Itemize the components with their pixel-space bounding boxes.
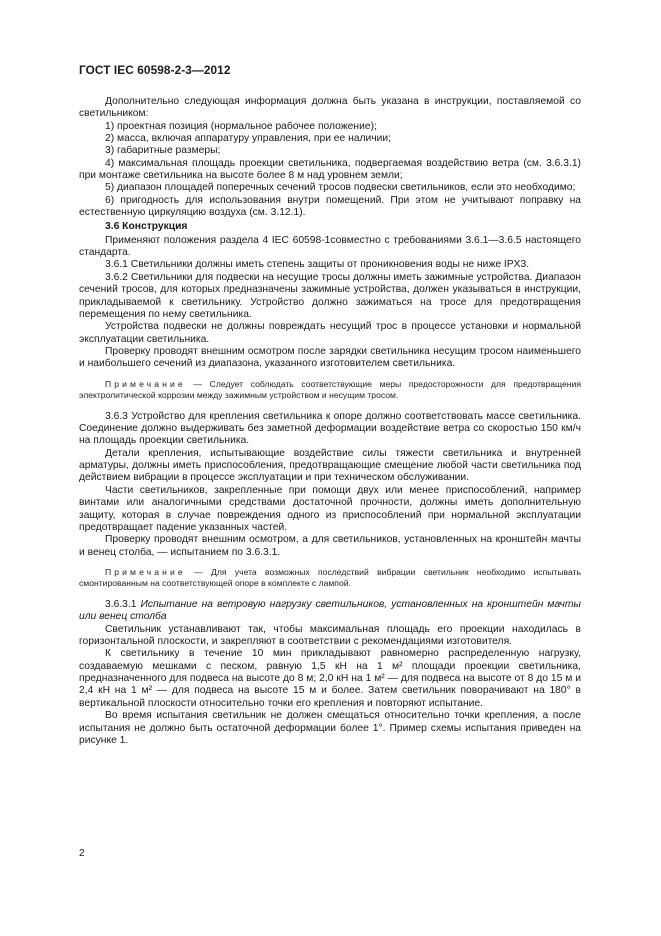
paragraph: Проверку проводят внешним осмотром после зарядки светильника несущим тросом наименьшего и наибольшего сечений из диапазона, указанного изготовителем светильника.: [79, 345, 581, 370]
paragraph: Применяют положения раздела 4 IEC 60598-1совместно с требованиями 3.6.1—3.6.5 настоящего стандарта.: [79, 234, 581, 259]
note: [79, 379, 581, 402]
paragraph: 3.6.1 Светильники должны иметь степень защиты от проникновения воды не ниже IPX3.: [105, 259, 530, 271]
note-text: — Для учета возможных последствий вибрации светильник необходимо испытывать смонтированным на соответствующей опоре в комплекте с лампой.: [79, 566, 581, 589]
list-item: 4) максимальная площадь проекции светильника, подвергаемая воздействию ветра (см. 3.6.3.1) при монтаже светильника на высоте более 8 м над уровнем земли;: [79, 157, 581, 182]
list-item: 3) габаритные размеры;: [105, 145, 221, 157]
paragraph: Светильник устанавливают так, чтобы максимальная площадь его проекции находилась в горизонтальной плоскости, и закрепляют в соответствии с рекомендациями изготовителя.: [79, 623, 581, 648]
paragraph: Части светильников, закрепленные при помощи двух или менее приспособлений, например винтами или аналогичными средствами достаточной прочности, должны иметь дополнительную защиту, которая в случае повреждения одного из приспособлений при нормальной эксплуатации предотвращает падение указанных частей.: [79, 484, 581, 533]
document-body: [79, 96, 581, 747]
paragraph: Устройства подвески не должны повреждать несущий трос в процессе установки и нормальной эксплуатации светильника.: [79, 321, 581, 345]
paragraph: Во время испытания светильник не должен смещаться относительно точки крепления, а после испытания не должно быть остаточной деформации более 1°. Пример схемы испытания приведен на рисунке 1.: [79, 710, 581, 746]
paragraph: К светильнику в течение 10 мин прикладывают равномерно распределенную нагрузку, создаваемую мешками с песком, равную 1,5 кН на 1 м² площади проекции светильника, предназначенного для подвеса на высоте до 8 м; 2,0 кН на 1 м² — для подвеса на высоте от 8 до 15 м и 2,4 кН на 1 м² — для подвеса на высоте 15 м и более. Затем светильник поворачивают на 180° в вертикальной плоскости относительно точки его крепления и повторяют испытание.: [79, 648, 581, 709]
list-item: 5) диапазон площадей поперечных сечений тросов подвески светильников, если это необходимо;: [105, 182, 576, 194]
subsection-number: 3.6.3.1: [105, 599, 141, 611]
list-item: 1) проектная позиция (нормальное рабочее положение);: [105, 120, 377, 132]
note-text: — Следует соблюдать соответствующие меры предосторожности для предотвращения электролитической коррозии между зажимным устройством и несущим тросом.: [79, 378, 581, 401]
intro-paragraph: Дополнительно следующая информация должна быть указана в инструкции, поставляемой со светильником:: [79, 96, 581, 120]
note-label: Примечание: [105, 378, 186, 389]
document-header: ГОСТ IEC 60598-2-3—2012: [79, 63, 231, 77]
paragraph: 3.6.2 Светильники для подвески на несущие тросы должны иметь зажимные устройства. Диапазон сечений тросов, для которых предназначены зажимные устройства, должен указываться в инструкции, прикладываемой к светильнику. Устройство должно зажиматься на тросе для предотвращения перемещения по нему светильника.: [79, 271, 581, 320]
list-item: 2) масса, включая аппаратуру управления, при ее наличии;: [105, 133, 392, 145]
paragraph: Детали крепления, испытывающие воздействие силы тяжести светильника и внутренней арматуры, должны иметь приспособления, предотвращающие смещение любой части светильника под действием вибрации в процессе эксплуатации и при техническом обслуживании.: [79, 447, 581, 484]
section-heading: 3.6 Конструкция: [105, 221, 188, 233]
note: [79, 567, 581, 590]
list-item: 6) пригодность для использования внутри помещений. При этом не учитывают поправку на естественную циркуляцию воздуха (см. 3.12.1).: [79, 194, 581, 219]
subsection-heading: [79, 599, 581, 624]
page-number: 2: [79, 848, 85, 859]
paragraph: Проверку проводят внешним осмотром, а для светильников, установленных на кронштейн мачты и венец столба, — испытанием по 3.6.3.1.: [79, 534, 581, 558]
note-label: Примечание: [105, 566, 186, 577]
paragraph: 3.6.3 Устройство для крепления светильника к опоре должно соответствовать массе светильника. Соединение должно выдерживать без заметной деформации воздействие ветра со скоростью 150 км/ч на площадь проекции светильника.: [79, 410, 581, 447]
subsection-title: Испытание на ветровую нагрузку светильников, установленных на кронштейн мачты или венец столба: [79, 599, 581, 623]
